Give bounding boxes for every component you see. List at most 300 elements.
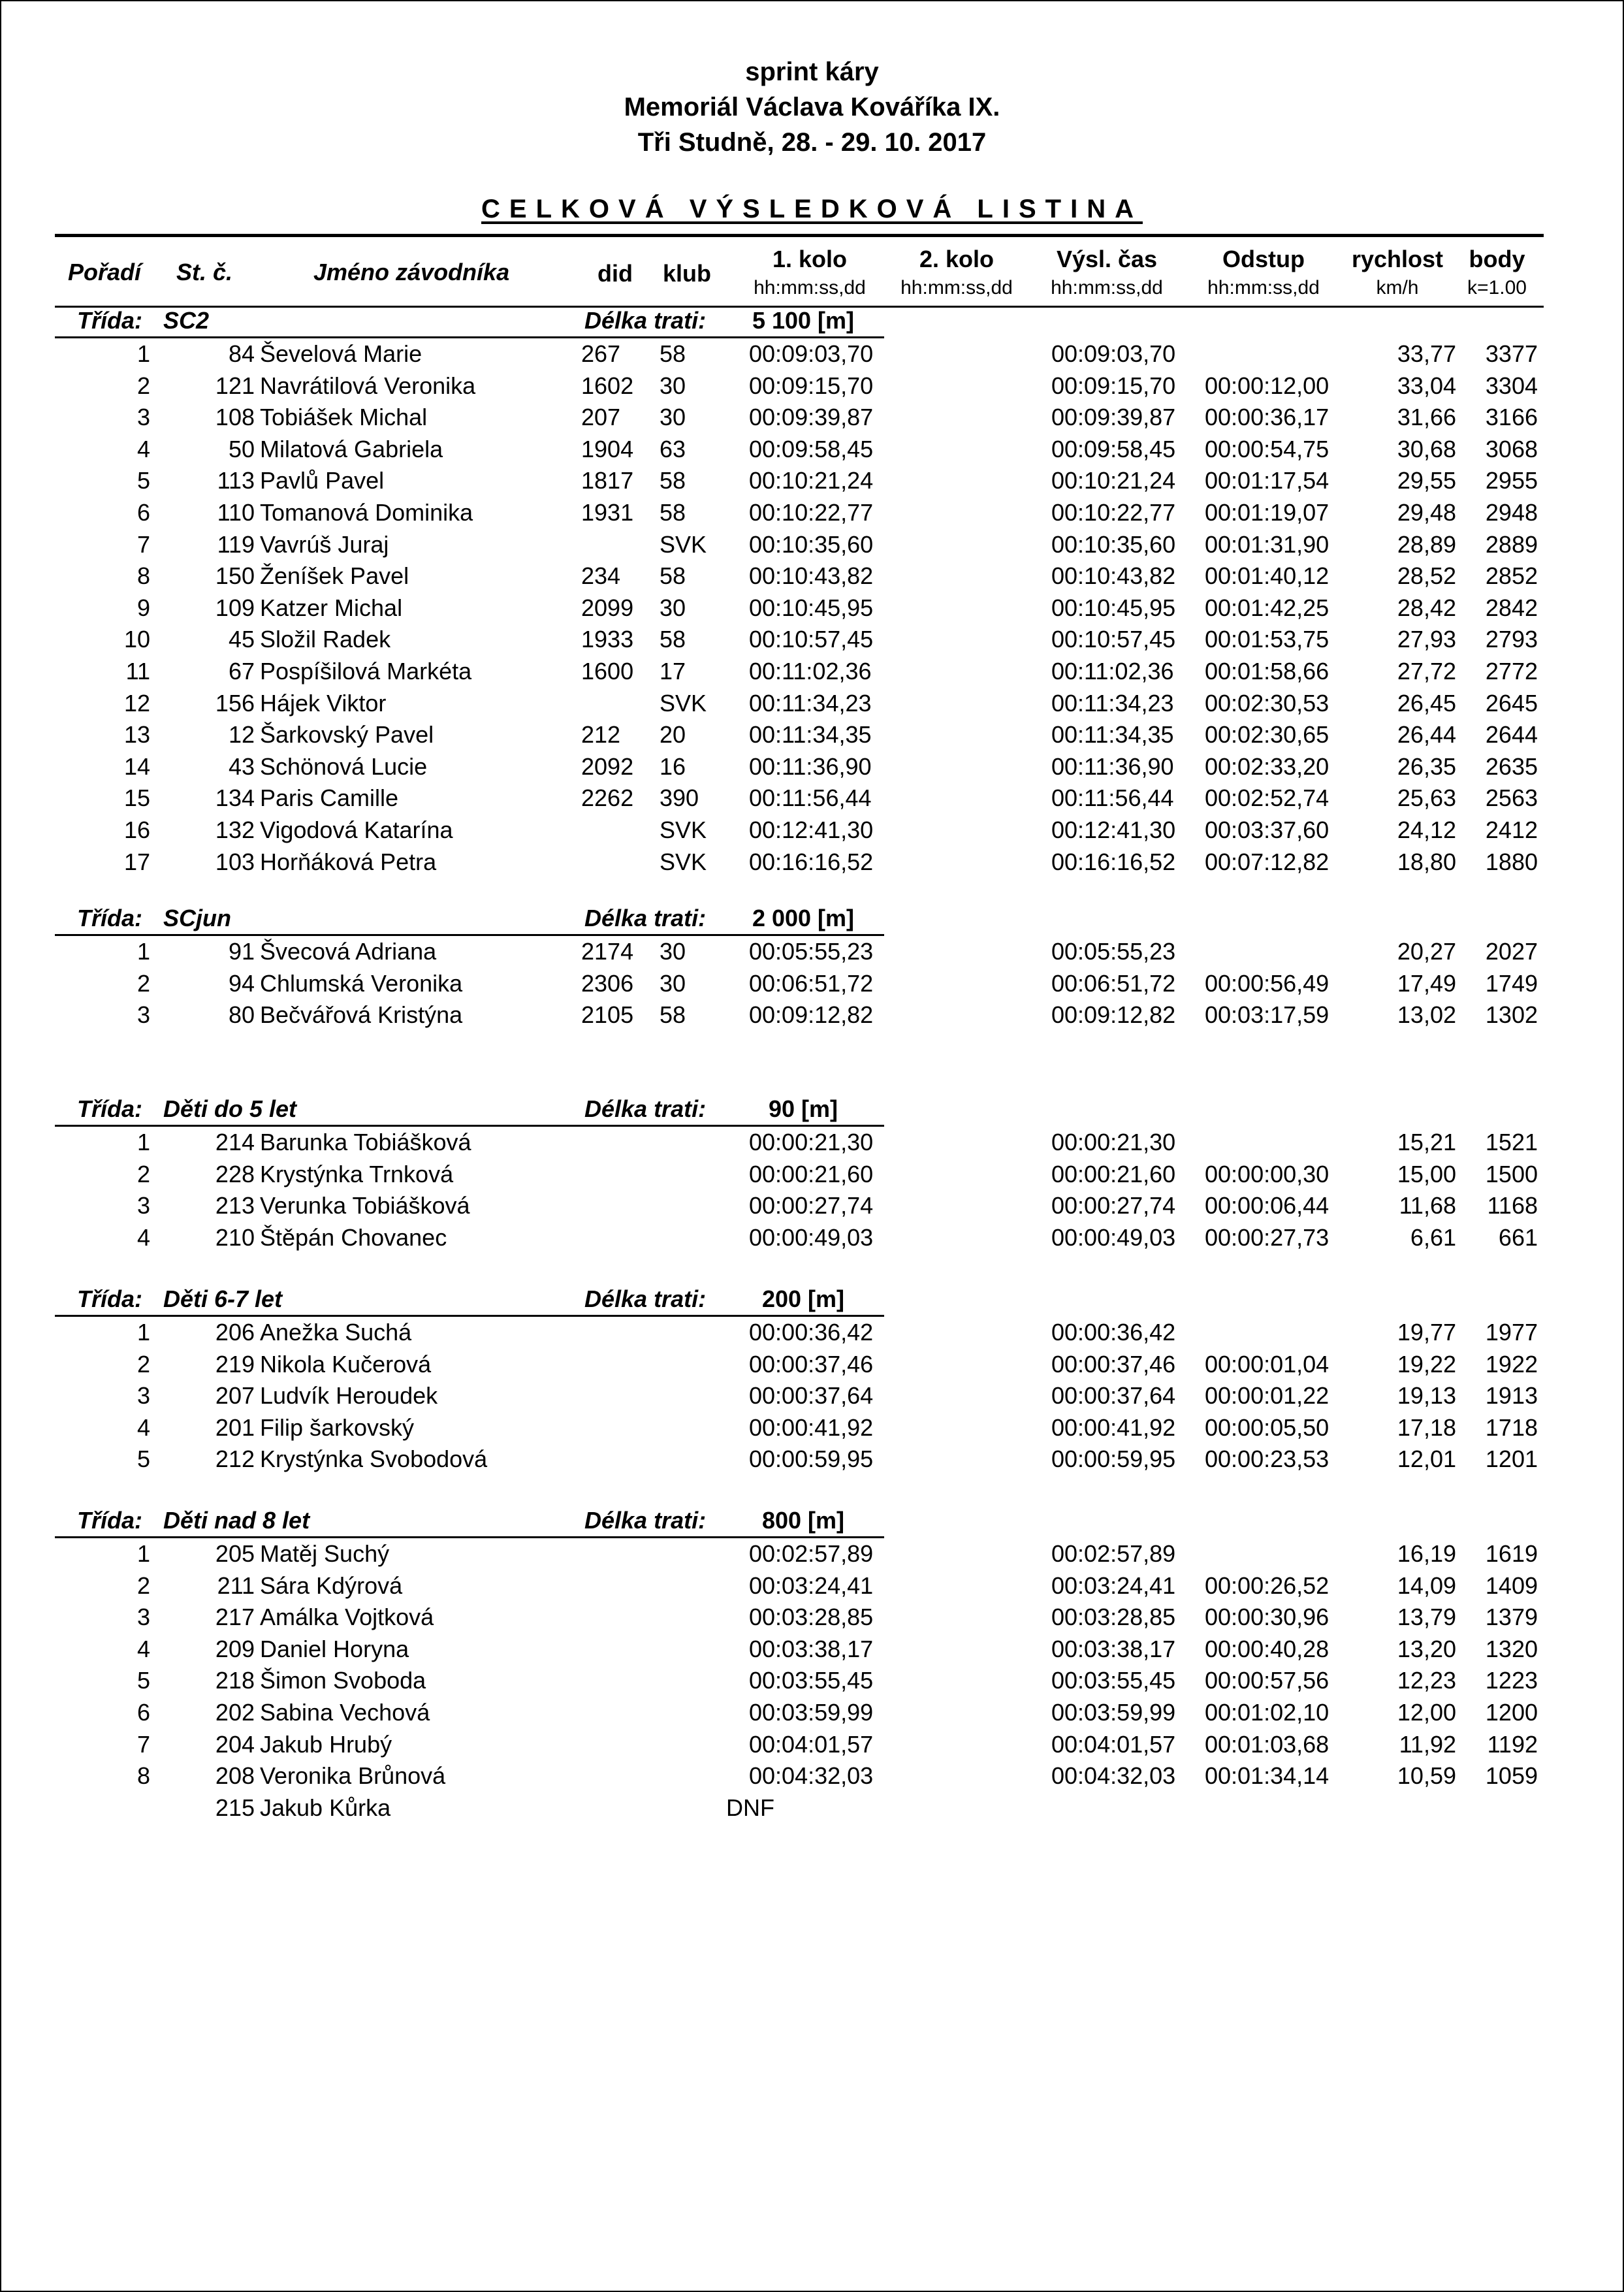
- rank-cell: 10: [123, 626, 150, 653]
- club-cell: 30: [660, 594, 686, 621]
- col-poradi: Pořadí: [68, 259, 142, 285]
- speed-cell: 15,00: [1397, 1160, 1456, 1187]
- rank-cell: 1: [136, 340, 150, 367]
- start-number-cell: 109: [215, 594, 255, 621]
- final-time-cell: 00:10:43,82: [1051, 562, 1176, 590]
- class-name: SCjun: [163, 905, 231, 931]
- gap-cell: 00:02:30,53: [1205, 689, 1329, 717]
- col-body: body: [1469, 246, 1525, 272]
- points-cell: 2644: [1485, 721, 1538, 749]
- round1-time-cell: 00:11:34,23: [749, 689, 872, 717]
- final-time-cell: 00:06:51,72: [1051, 969, 1176, 997]
- round1-time-cell: 00:09:15,70: [749, 372, 874, 399]
- start-number-cell: 12: [228, 721, 255, 749]
- col-kolo2: 2. kolo: [919, 246, 995, 272]
- racer-name-cell: Tomanová Dominika: [260, 499, 473, 526]
- rank-cell: 4: [136, 1635, 150, 1662]
- racer-name-cell: Hájek Viktor: [260, 689, 387, 717]
- speed-cell: 19,22: [1397, 1350, 1456, 1378]
- gap-cell: 00:01:42,25: [1205, 594, 1329, 621]
- racer-name-cell: Katzer Michal: [260, 594, 403, 621]
- points-cell: 1223: [1485, 1667, 1538, 1694]
- did-cell: 1600: [581, 658, 634, 685]
- final-time-cell: 00:09:58,45: [1051, 435, 1176, 462]
- final-time-cell: 00:03:55,45: [1051, 1667, 1176, 1694]
- round1-time-cell: 00:04:01,57: [749, 1730, 874, 1758]
- rank-cell: 4: [136, 1413, 150, 1441]
- did-cell: 2105: [581, 1001, 634, 1029]
- speed-cell: 24,12: [1397, 816, 1456, 843]
- did-cell: 2092: [581, 752, 634, 780]
- col-odstup: Odstup: [1222, 246, 1305, 272]
- final-time-cell: 00:02:57,89: [1051, 1540, 1176, 1567]
- track-length-value: 800 [m]: [761, 1507, 845, 1534]
- points-cell: 1521: [1485, 1129, 1538, 1155]
- final-time-cell: 00:10:57,45: [1051, 626, 1176, 653]
- gap-cell: 00:01:53,75: [1205, 626, 1329, 653]
- points-cell: 1168: [1487, 1192, 1538, 1219]
- track-length-value: 2 000 [m]: [752, 905, 855, 931]
- round1-time-cell: 00:00:49,03: [749, 1223, 874, 1251]
- round1-time-cell: 00:10:45,95: [749, 594, 874, 621]
- points-cell: 1500: [1485, 1160, 1538, 1187]
- final-time-cell: 00:09:39,87: [1051, 404, 1176, 431]
- rank-cell: 13: [123, 721, 150, 749]
- points-cell: 661: [1498, 1223, 1538, 1251]
- rank-cell: 14: [123, 752, 150, 780]
- speed-cell: 12,01: [1397, 1445, 1456, 1473]
- round1-time-cell: 00:03:55,45: [749, 1667, 874, 1694]
- gap-cell: 00:00:12,00: [1205, 372, 1329, 399]
- racer-name-cell: Barunka Tobiášková: [260, 1129, 471, 1155]
- points-cell: 1880: [1485, 848, 1538, 875]
- track-length-value: 90 [m]: [768, 1095, 838, 1122]
- start-number-cell: 134: [215, 784, 255, 812]
- final-time-cell: 00:03:28,85: [1051, 1604, 1176, 1631]
- club-cell: SVK: [660, 689, 707, 717]
- points-cell: 3304: [1485, 372, 1538, 399]
- final-time-cell: 00:09:15,70: [1051, 372, 1176, 399]
- round1-time-cell: 00:00:36,42: [749, 1319, 874, 1346]
- racer-name-cell: Filip šarkovský: [260, 1413, 415, 1441]
- rank-cell: 8: [136, 1762, 150, 1790]
- gap-cell: 00:01:02,10: [1205, 1699, 1329, 1726]
- did-cell: 1904: [581, 435, 634, 462]
- speed-cell: 26,45: [1397, 689, 1456, 717]
- club-cell: 30: [660, 404, 686, 431]
- speed-cell: 14,09: [1397, 1572, 1456, 1599]
- final-time-cell: 00:04:32,03: [1051, 1762, 1176, 1790]
- speed-cell: 30,68: [1397, 435, 1456, 462]
- start-number-cell: 206: [215, 1319, 255, 1346]
- final-time-cell: 00:10:22,77: [1051, 499, 1176, 526]
- gap-cell: 00:07:12,82: [1205, 848, 1329, 875]
- rank-cell: 4: [136, 1223, 150, 1251]
- points-cell: 2948: [1485, 499, 1538, 526]
- points-cell: 2563: [1485, 784, 1538, 812]
- start-number-cell: 228: [215, 1160, 255, 1187]
- racer-name-cell: Šarkovský Pavel: [260, 721, 434, 749]
- round1-time-cell: 00:03:24,41: [749, 1572, 874, 1599]
- rank-cell: 5: [136, 1667, 150, 1694]
- gap-cell: 00:00:56,49: [1205, 969, 1329, 997]
- rank-cell: 9: [136, 594, 150, 621]
- round1-time-cell: 00:03:28,85: [749, 1604, 874, 1631]
- col-klub: klub: [663, 260, 712, 287]
- points-cell: 1320: [1485, 1635, 1538, 1662]
- club-cell: 16: [660, 752, 686, 780]
- start-number-cell: 202: [215, 1699, 255, 1726]
- racer-name-cell: Pavlů Pavel: [260, 467, 385, 494]
- rank-cell: 2: [136, 1350, 150, 1378]
- points-cell: 1977: [1485, 1319, 1538, 1346]
- col-vysl-unit: hh:mm:ss,dd: [1051, 277, 1163, 299]
- racer-name-cell: Sabina Vechová: [260, 1699, 430, 1726]
- speed-cell: 15,21: [1397, 1129, 1456, 1155]
- racer-name-cell: Anežka Suchá: [260, 1319, 412, 1346]
- club-cell: 390: [660, 784, 699, 812]
- round1-time-cell: 00:16:16,52: [749, 848, 874, 875]
- gap-cell: 00:00:27,73: [1205, 1223, 1329, 1251]
- points-cell: 1749: [1485, 969, 1538, 997]
- final-time-cell: 00:09:03,70: [1051, 340, 1176, 367]
- did-cell: 2174: [581, 938, 634, 965]
- rank-cell: 16: [123, 816, 150, 843]
- round1-time-cell: 00:10:35,60: [749, 530, 874, 558]
- points-cell: 2027: [1485, 938, 1538, 965]
- rank-cell: 2: [136, 372, 150, 399]
- gap-cell: 00:00:23,53: [1205, 1445, 1329, 1473]
- start-number-cell: 103: [215, 848, 255, 875]
- rank-cell: 3: [136, 1604, 150, 1631]
- gap-cell: 00:00:01,04: [1205, 1350, 1329, 1378]
- start-number-cell: 215: [215, 1794, 255, 1821]
- final-time-cell: 00:11:36,90: [1051, 752, 1174, 780]
- racer-name-cell: Jakub Hrubý: [260, 1730, 392, 1758]
- start-number-cell: 84: [228, 340, 255, 367]
- col-rychlost: rychlost: [1351, 246, 1444, 272]
- round1-time-cell: 00:09:39,87: [749, 404, 874, 431]
- racer-name-cell: Matěj Suchý: [260, 1540, 390, 1567]
- start-number-cell: 201: [215, 1413, 255, 1441]
- gap-cell: 00:02:30,65: [1205, 721, 1329, 749]
- class-name: Děti 6-7 let: [163, 1285, 283, 1312]
- start-number-cell: 214: [215, 1129, 255, 1155]
- speed-cell: 19,13: [1397, 1382, 1456, 1410]
- did-cell: 1602: [581, 372, 634, 399]
- did-cell: 267: [581, 340, 621, 367]
- points-cell: 1192: [1487, 1730, 1538, 1758]
- round1-time-cell: 00:10:57,45: [749, 626, 874, 653]
- round1-time-cell: 00:11:36,90: [749, 752, 872, 780]
- rank-cell: 2: [136, 1160, 150, 1187]
- racer-name-cell: Vigodová Katarína: [260, 816, 453, 843]
- round1-time-cell: 00:09:58,45: [749, 435, 874, 462]
- final-time-cell: 00:00:21,30: [1051, 1129, 1176, 1155]
- start-number-cell: 110: [217, 499, 255, 526]
- round1-time-cell: 00:09:12,82: [749, 1001, 874, 1029]
- points-cell: 2955: [1485, 467, 1538, 494]
- gap-cell: 00:01:58,66: [1205, 658, 1329, 685]
- final-time-cell: 00:12:41,30: [1051, 816, 1176, 843]
- rank-cell: 1: [136, 938, 150, 965]
- rank-cell: 2: [136, 969, 150, 997]
- club-cell: 30: [660, 969, 686, 997]
- club-cell: 58: [660, 1001, 686, 1029]
- points-cell: 1201: [1485, 1445, 1538, 1473]
- club-cell: 58: [660, 340, 686, 367]
- start-number-cell: 91: [228, 938, 255, 965]
- speed-cell: 28,42: [1397, 594, 1456, 621]
- final-time-cell: 00:10:45,95: [1051, 594, 1176, 621]
- final-time-cell: 00:11:56,44: [1051, 784, 1174, 812]
- class-label: Třída:: [77, 905, 143, 931]
- track-length-label: Délka trati:: [584, 1507, 707, 1534]
- did-cell: 1933: [581, 626, 634, 653]
- racer-name-cell: Veronika Brůnová: [260, 1762, 446, 1790]
- col-rychlost-unit: km/h: [1376, 277, 1419, 299]
- speed-cell: 11,68: [1399, 1192, 1456, 1219]
- speed-cell: 26,35: [1397, 752, 1456, 780]
- did-cell: 2306: [581, 969, 634, 997]
- round1-time-cell: 00:00:21,30: [749, 1129, 874, 1155]
- start-number-cell: 121: [215, 372, 255, 399]
- speed-cell: 12,23: [1397, 1667, 1456, 1694]
- speed-cell: 33,77: [1397, 340, 1456, 367]
- col-did: did: [597, 260, 633, 287]
- points-cell: 3166: [1485, 404, 1538, 431]
- rank-cell: 7: [136, 1730, 150, 1758]
- racer-name-cell: Daniel Horyna: [260, 1635, 409, 1662]
- gap-cell: 00:02:33,20: [1205, 752, 1329, 780]
- final-time-cell: 00:03:38,17: [1051, 1635, 1176, 1662]
- final-time-cell: 00:10:21,24: [1051, 467, 1176, 494]
- racer-name-cell: Švecová Adriana: [260, 938, 437, 965]
- points-cell: 1200: [1485, 1699, 1538, 1726]
- did-cell: 234: [581, 562, 621, 590]
- speed-cell: 20,27: [1397, 938, 1456, 965]
- final-time-cell: 00:00:37,46: [1051, 1350, 1176, 1378]
- points-cell: 1302: [1485, 1001, 1538, 1029]
- rank-cell: 15: [123, 784, 150, 812]
- speed-cell: 26,44: [1397, 721, 1456, 749]
- final-time-cell: 00:04:01,57: [1051, 1730, 1176, 1758]
- final-time-cell: 00:00:21,60: [1051, 1160, 1176, 1187]
- racer-name-cell: Krystýnka Trnková: [260, 1160, 454, 1187]
- round1-time-cell: 00:00:41,92: [749, 1413, 874, 1441]
- racer-name-cell: Verunka Tobiášková: [260, 1192, 470, 1219]
- gap-cell: 00:00:57,56: [1205, 1667, 1329, 1694]
- speed-cell: 25,63: [1397, 784, 1456, 812]
- racer-name-cell: Šimon Svoboda: [260, 1667, 426, 1694]
- points-cell: 2772: [1485, 658, 1538, 685]
- class-label: Třída:: [77, 307, 143, 334]
- start-number-cell: 50: [228, 435, 255, 462]
- final-time-cell: 00:11:34,35: [1051, 721, 1174, 749]
- start-number-cell: 205: [215, 1540, 255, 1567]
- rank-cell: 3: [136, 1001, 150, 1029]
- speed-cell: 31,66: [1397, 404, 1456, 431]
- club-cell: SVK: [660, 848, 707, 875]
- did-cell: 1931: [581, 499, 634, 526]
- rank-cell: 3: [136, 1192, 150, 1219]
- final-time-cell: 00:00:49,03: [1051, 1223, 1176, 1251]
- col-vysl: Výsl. čas: [1056, 246, 1158, 272]
- start-number-cell: 207: [215, 1382, 255, 1410]
- round1-time-cell: 00:00:37,46: [749, 1350, 874, 1378]
- speed-cell: 13,02: [1397, 1001, 1456, 1029]
- final-time-cell: 00:03:59,99: [1051, 1699, 1176, 1726]
- track-length-label: Délka trati:: [584, 1285, 707, 1312]
- start-number-cell: 113: [217, 467, 255, 494]
- final-time-cell: 00:00:36,42: [1051, 1319, 1176, 1346]
- event-name: Memoriál Václava Kováříka IX.: [624, 93, 1000, 121]
- gap-cell: 00:00:40,28: [1205, 1635, 1329, 1662]
- speed-cell: 16,19: [1397, 1540, 1456, 1567]
- racer-name-cell: Jakub Kůrka: [260, 1794, 391, 1821]
- col-body-unit: k=1.00: [1467, 277, 1527, 299]
- gap-cell: 00:00:05,50: [1205, 1413, 1329, 1441]
- start-number-cell: 45: [228, 626, 255, 653]
- gap-cell: 00:02:52,74: [1205, 784, 1329, 812]
- points-cell: 2842: [1485, 594, 1538, 621]
- col-stc: St. č.: [176, 259, 233, 285]
- points-cell: 2635: [1485, 752, 1538, 780]
- track-length-value: 5 100 [m]: [752, 307, 855, 334]
- points-cell: 1409: [1485, 1572, 1538, 1599]
- points-cell: 1379: [1485, 1604, 1538, 1631]
- class-label: Třída:: [77, 1095, 143, 1122]
- gap-cell: 00:00:30,96: [1205, 1604, 1329, 1631]
- track-length-label: Délka trati:: [584, 307, 707, 334]
- racer-name-cell: Ševelová Marie: [260, 340, 422, 367]
- start-number-cell: 108: [215, 404, 255, 431]
- club-cell: 58: [660, 626, 686, 653]
- start-number-cell: 132: [215, 816, 255, 843]
- round1-time-cell: 00:06:51,72: [749, 969, 874, 997]
- did-cell: 2262: [581, 784, 634, 812]
- points-cell: 3377: [1485, 340, 1538, 367]
- racer-name-cell: Ludvík Heroudek: [260, 1382, 438, 1410]
- rank-cell: 5: [136, 467, 150, 494]
- final-time-cell: 00:00:37,64: [1051, 1382, 1176, 1410]
- final-time-cell: 00:00:59,95: [1051, 1445, 1176, 1473]
- speed-cell: 12,00: [1397, 1699, 1456, 1726]
- round1-time-cell: 00:00:37,64: [749, 1382, 874, 1410]
- start-number-cell: 94: [228, 969, 255, 997]
- racer-name-cell: Tobiášek Michal: [260, 404, 428, 431]
- round1-time-cell: 00:11:34,35: [749, 721, 872, 749]
- start-number-cell: 209: [215, 1635, 255, 1662]
- club-cell: 58: [660, 499, 686, 526]
- rank-cell: 7: [136, 530, 150, 558]
- round1-time-cell: 00:04:32,03: [749, 1762, 874, 1790]
- speed-cell: 33,04: [1397, 372, 1456, 399]
- racer-name-cell: Vavrúš Juraj: [260, 530, 389, 558]
- did-cell: 212: [581, 721, 621, 749]
- start-number-cell: 212: [215, 1445, 255, 1473]
- round1-time-cell: 00:05:55,23: [749, 938, 874, 965]
- round1-time-cell: 00:00:27,74: [749, 1192, 874, 1219]
- final-time-cell: 00:03:24,41: [1051, 1572, 1176, 1599]
- col-odstup-unit: hh:mm:ss,dd: [1207, 277, 1320, 299]
- speed-cell: 6,61: [1410, 1223, 1456, 1251]
- start-number-cell: 219: [215, 1350, 255, 1378]
- points-cell: 2852: [1485, 562, 1538, 590]
- final-time-cell: 00:09:12,82: [1051, 1001, 1176, 1029]
- speed-cell: 19,77: [1397, 1319, 1456, 1346]
- gap-cell: 00:00:54,75: [1205, 435, 1329, 462]
- rank-cell: 12: [123, 689, 150, 717]
- club-cell: 58: [660, 467, 686, 494]
- racer-name-cell: Krystýnka Svobodová: [260, 1445, 488, 1473]
- round1-time-cell: 00:03:59,99: [749, 1699, 874, 1726]
- racer-name-cell: Milatová Gabriela: [260, 435, 443, 462]
- class-name: SC2: [163, 307, 210, 334]
- col-kolo1: 1. kolo: [772, 246, 848, 272]
- gap-cell: 00:01:17,54: [1205, 467, 1329, 494]
- start-number-cell: 210: [215, 1223, 255, 1251]
- club-cell: 58: [660, 562, 686, 590]
- gap-cell: 00:01:03,68: [1205, 1730, 1329, 1758]
- racer-name-cell: Složil Radek: [260, 626, 391, 653]
- round1-time-cell: 00:10:22,77: [749, 499, 874, 526]
- racer-name-cell: Bečvářová Kristýna: [260, 1001, 463, 1029]
- rank-cell: 1: [136, 1319, 150, 1346]
- start-number-cell: 80: [228, 1001, 255, 1029]
- col-jmeno: Jméno závodníka: [313, 259, 510, 285]
- speed-cell: 18,80: [1397, 848, 1456, 875]
- points-cell: 3068: [1485, 435, 1538, 462]
- speed-cell: 11,92: [1399, 1730, 1456, 1758]
- points-cell: 2645: [1485, 689, 1538, 717]
- rank-cell: 2: [136, 1572, 150, 1599]
- speed-cell: 28,52: [1397, 562, 1456, 590]
- gap-cell: 00:01:40,12: [1205, 562, 1329, 590]
- gap-cell: 00:03:37,60: [1205, 816, 1329, 843]
- rank-cell: 17: [123, 848, 150, 875]
- class-name: Děti nad 8 let: [163, 1507, 310, 1534]
- gap-cell: 00:01:34,14: [1205, 1762, 1329, 1790]
- col-kolo1-unit: hh:mm:ss,dd: [754, 277, 866, 299]
- speed-cell: 29,55: [1397, 467, 1456, 494]
- speed-cell: 17,49: [1397, 969, 1456, 997]
- rank-cell: 3: [136, 404, 150, 431]
- round1-time-cell: 00:11:56,44: [749, 784, 872, 812]
- gap-cell: 00:00:00,30: [1205, 1160, 1329, 1187]
- points-cell: 2889: [1485, 530, 1538, 558]
- track-length-value: 200 [m]: [761, 1285, 845, 1312]
- event-type: sprint káry: [745, 57, 879, 86]
- final-time-cell: 00:11:02,36: [1051, 658, 1174, 685]
- final-time-cell: 00:00:41,92: [1051, 1413, 1176, 1441]
- racer-name-cell: Pospíšilová Markéta: [260, 658, 472, 685]
- start-number-cell: 208: [215, 1762, 255, 1790]
- racer-name-cell: Navrátilová Veronika: [260, 372, 476, 399]
- rank-cell: 11: [125, 658, 150, 685]
- start-number-cell: 217: [215, 1604, 255, 1631]
- points-cell: 1619: [1485, 1540, 1538, 1567]
- final-time-cell: 00:10:35,60: [1051, 530, 1176, 558]
- header-top-rule: [55, 234, 1544, 237]
- did-cell: 207: [581, 404, 621, 431]
- class-label: Třída:: [77, 1285, 143, 1312]
- class-name: Děti do 5 let: [163, 1095, 297, 1122]
- col-kolo2-unit: hh:mm:ss,dd: [900, 277, 1013, 299]
- did-cell: 2099: [581, 594, 634, 621]
- round1-time-cell: 00:02:57,89: [749, 1540, 874, 1567]
- gap-cell: 00:00:06,44: [1205, 1192, 1329, 1219]
